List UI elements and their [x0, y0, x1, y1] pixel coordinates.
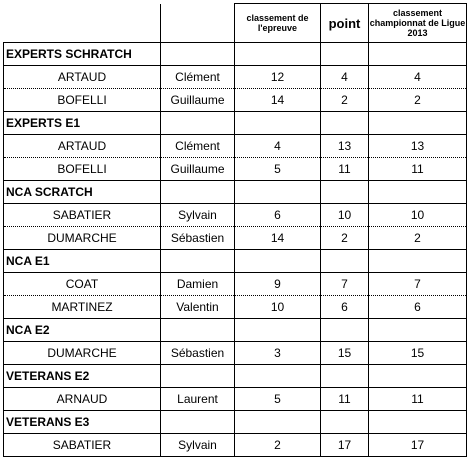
championship-cell: 2: [369, 89, 467, 112]
rank-cell: 10: [235, 296, 321, 319]
last-name-cell: BOFELLI: [4, 89, 161, 112]
points-cell: 2: [321, 227, 369, 250]
section-header-row: [4, 411, 467, 434]
table-row: [4, 434, 467, 457]
championship-cell: 2: [369, 227, 467, 250]
last-name-cell: ARNAUD: [4, 388, 161, 411]
header-row: [4, 4, 467, 43]
points-cell: 4: [321, 66, 369, 89]
championship-cell: 4: [369, 66, 467, 89]
last-name-cell: ARTAUD: [4, 66, 161, 89]
table-row: [4, 273, 467, 296]
rank-cell: 9: [235, 273, 321, 296]
section-empty-cell: [321, 365, 369, 388]
first-name-cell: Clément: [161, 66, 235, 89]
section-empty-cell: [235, 43, 321, 66]
championship-cell: 11: [369, 158, 467, 181]
first-name-cell: Valentin: [161, 296, 235, 319]
last-name-cell: DUMARCHE: [4, 227, 161, 250]
points-cell: 17: [321, 434, 369, 457]
first-name-cell: Laurent: [161, 388, 235, 411]
table-row: [4, 135, 467, 158]
section-empty-cell: [321, 43, 369, 66]
last-name-cell: MARTINEZ: [4, 296, 161, 319]
rank-cell: 2: [235, 434, 321, 457]
section-header-row: [4, 181, 467, 204]
rank-cell: 5: [235, 158, 321, 181]
section-empty-cell: [369, 411, 467, 434]
championship-cell: 15: [369, 342, 467, 365]
section-empty-cell: [321, 112, 369, 135]
section-title: NCA SCRATCH: [4, 181, 161, 204]
championship-cell: 13: [369, 135, 467, 158]
points-cell: 13: [321, 135, 369, 158]
section-empty-cell: [161, 112, 235, 135]
section-header-row: [4, 365, 467, 388]
section-empty-cell: [235, 250, 321, 273]
section-empty-cell: [161, 181, 235, 204]
points-cell: 11: [321, 388, 369, 411]
section-title: NCA E2: [4, 319, 161, 342]
section-empty-cell: [321, 181, 369, 204]
header-rank: classement de l'epreuve: [235, 4, 321, 43]
table-row: [4, 342, 467, 365]
results-table-body: [4, 4, 467, 457]
last-name-cell: SABATIER: [4, 434, 161, 457]
last-name-cell: COAT: [4, 273, 161, 296]
section-empty-cell: [369, 319, 467, 342]
rank-cell: 5: [235, 388, 321, 411]
section-empty-cell: [369, 112, 467, 135]
header-championship: classement championnat de Ligue 2013: [369, 4, 467, 43]
table-row: [4, 227, 467, 250]
points-cell: 10: [321, 204, 369, 227]
section-empty-cell: [369, 43, 467, 66]
section-title: EXPERTS SCHRATCH: [4, 43, 161, 66]
section-header-row: [4, 112, 467, 135]
first-name-cell: Clément: [161, 135, 235, 158]
rank-cell: 14: [235, 89, 321, 112]
section-empty-cell: [161, 319, 235, 342]
first-name-cell: Sébastien: [161, 342, 235, 365]
section-title: EXPERTS E1: [4, 112, 161, 135]
first-name-cell: Sébastien: [161, 227, 235, 250]
points-cell: 2: [321, 89, 369, 112]
section-empty-cell: [161, 43, 235, 66]
section-empty-cell: [369, 181, 467, 204]
championship-cell: 17: [369, 434, 467, 457]
section-empty-cell: [321, 319, 369, 342]
points-cell: 7: [321, 273, 369, 296]
section-header-row: [4, 250, 467, 273]
last-name-cell: ARTAUD: [4, 135, 161, 158]
last-name-cell: BOFELLI: [4, 158, 161, 181]
rank-cell: 6: [235, 204, 321, 227]
section-empty-cell: [235, 112, 321, 135]
section-empty-cell: [235, 181, 321, 204]
points-cell: 15: [321, 342, 369, 365]
table-row: [4, 204, 467, 227]
championship-cell: 7: [369, 273, 467, 296]
header-points: point: [321, 4, 369, 43]
first-name-cell: Sylvain: [161, 204, 235, 227]
table-row: [4, 388, 467, 411]
first-name-cell: Sylvain: [161, 434, 235, 457]
results-table: [3, 3, 467, 457]
rank-cell: 12: [235, 66, 321, 89]
section-empty-cell: [161, 411, 235, 434]
table-row: [4, 296, 467, 319]
rank-cell: 14: [235, 227, 321, 250]
section-empty-cell: [369, 365, 467, 388]
header-blank-cell: [4, 4, 161, 43]
championship-cell: 6: [369, 296, 467, 319]
section-empty-cell: [321, 250, 369, 273]
rank-cell: 3: [235, 342, 321, 365]
header-blank-cell: [161, 4, 235, 43]
last-name-cell: SABATIER: [4, 204, 161, 227]
first-name-cell: Damien: [161, 273, 235, 296]
section-title: VETERANS E2: [4, 365, 161, 388]
points-cell: 11: [321, 158, 369, 181]
section-header-row: [4, 43, 467, 66]
points-cell: 6: [321, 296, 369, 319]
last-name-cell: DUMARCHE: [4, 342, 161, 365]
section-empty-cell: [235, 365, 321, 388]
section-title: NCA E1: [4, 250, 161, 273]
first-name-cell: Guillaume: [161, 89, 235, 112]
table-row: [4, 66, 467, 89]
section-title: VETERANS E3: [4, 411, 161, 434]
section-empty-cell: [161, 250, 235, 273]
table-row: [4, 158, 467, 181]
section-empty-cell: [235, 319, 321, 342]
first-name-cell: Guillaume: [161, 158, 235, 181]
table-row: [4, 89, 467, 112]
championship-cell: 11: [369, 388, 467, 411]
section-empty-cell: [235, 411, 321, 434]
championship-cell: 10: [369, 204, 467, 227]
section-header-row: [4, 319, 467, 342]
rank-cell: 4: [235, 135, 321, 158]
section-empty-cell: [369, 250, 467, 273]
section-empty-cell: [321, 411, 369, 434]
section-empty-cell: [161, 365, 235, 388]
